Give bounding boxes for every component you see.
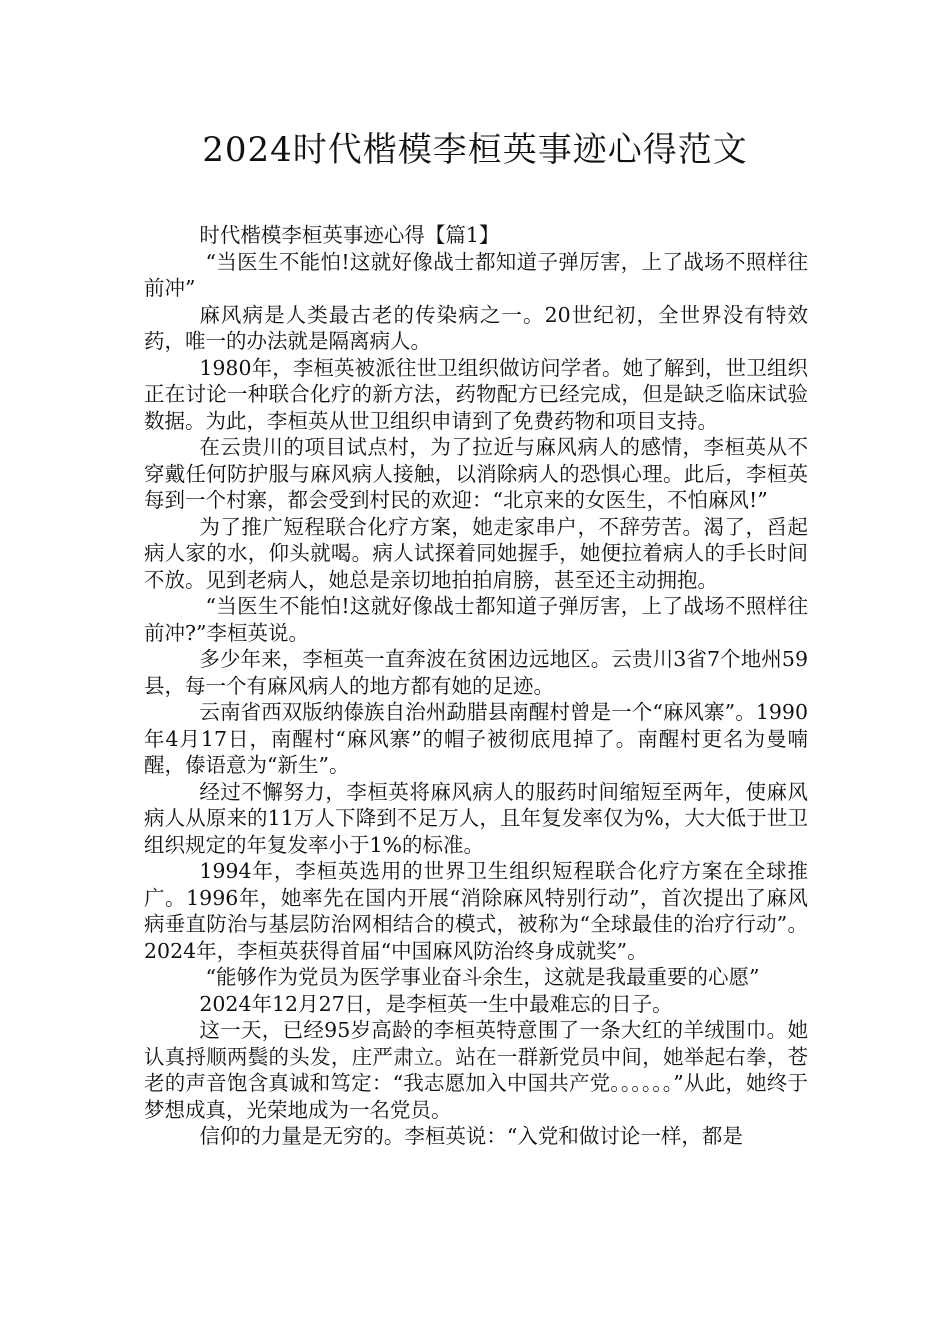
paragraph: 1980年，李桓英被派往世卫组织做访问学者。她了解到，世卫组织正在讨论一种联合化疗的新方法，药物配方已经完成，但是缺乏临床试验数据。为此，李桓英从世卫组织申请到了免费药物和项目支持。 bbox=[144, 355, 808, 433]
paragraph: 2024年12月27日，是李桓英一生中最难忘的日子。 bbox=[199, 991, 673, 1016]
paragraph: “能够作为党员为医学事业奋斗余生，这就是我最重要的心愿” bbox=[205, 965, 760, 989]
paragraph: 多少年来，李桓英一直奔波在贫困边远地区。云贵川3省7个地州59县，每一个有麻风病人的地方都有她的足迹。 bbox=[144, 647, 808, 698]
paragraph: 经过不懈努力，李桓英将麻风病人的服药时间缩短至两年，使麻风病人从原来的11万人下降到不足万人，且年复发率仅为%，大大低于世卫组织规定的年复发率小于1%的标准。 bbox=[144, 779, 808, 857]
paragraph: “当医生不能怕!这就好像战士都知道子弹厉害，上了战场不照样往前冲” bbox=[144, 249, 808, 300]
document-body bbox=[144, 222, 808, 1150]
paragraph: 信仰的力量是无穷的。李桓英说：“入党和做讨论一样，都是 bbox=[199, 1124, 743, 1148]
paragraph: 1994年，李桓英选用的世界卫生组织短程联合化疗方案在全球推广。1996年，她率先在国内开展“消除麻风特别行动”，首次提出了麻风病垂直防治与基层防治网相结合的模式，被称为“全球最佳的治疗行动”。2024年，李桓英获得首届“中国麻风防治终身成就奖”。 bbox=[144, 859, 808, 963]
document-title: 2024时代楷模李桓英事迹心得范文 bbox=[202, 130, 748, 170]
paragraph: 在云贵川的项目试点村，为了拉近与麻风病人的感情，李桓英从不穿戴任何防护服与麻风病人接触，以消除病人的恐惧心理。此后，李桓英每到一个村寨，都会受到村民的欢迎：“北京来的女医生，不怕麻风!” bbox=[144, 435, 808, 512]
paragraph: “当医生不能怕!这就好像战士都知道子弹厉害，上了战场不照样往前冲?”李桓英说。 bbox=[144, 594, 808, 645]
paragraph: 麻风病是人类最古老的传染病之一。20世纪初，全世界没有特效药，唯一的办法就是隔离病人。 bbox=[144, 302, 808, 353]
paragraph: 云南省西双版纳傣族自治州勐腊县南醒村曾是一个“麻风寨”。1990年4月17日，南醒村“麻风寨”的帽子被彻底甩掉了。南醒村更名为曼喃醒，傣语意为“新生”。 bbox=[144, 700, 808, 777]
paragraph: 为了推广短程联合化疗方案，她走家串户，不辞劳苦。渴了，舀起病人家的水，仰头就喝。病人试探着同她握手，她便拉着病人的手长时间不放。见到老病人，她总是亲切地拍拍肩膀，甚至还主动拥抱。 bbox=[144, 514, 808, 592]
section-heading: 时代楷模李桓英事迹心得【篇1】 bbox=[199, 223, 500, 247]
paragraph: 这一天，已经95岁高龄的李桓英特意围了一条大红的羊绒围巾。她认真捋顺两鬓的头发，庄严肃立。站在一群新党员中间，她举起右拳，苍老的声音饱含真诚和笃定：“我志愿加入中国共产党。。。。。。”从此，她终于梦想成真，光荣地成为一名党员。 bbox=[144, 1018, 808, 1122]
